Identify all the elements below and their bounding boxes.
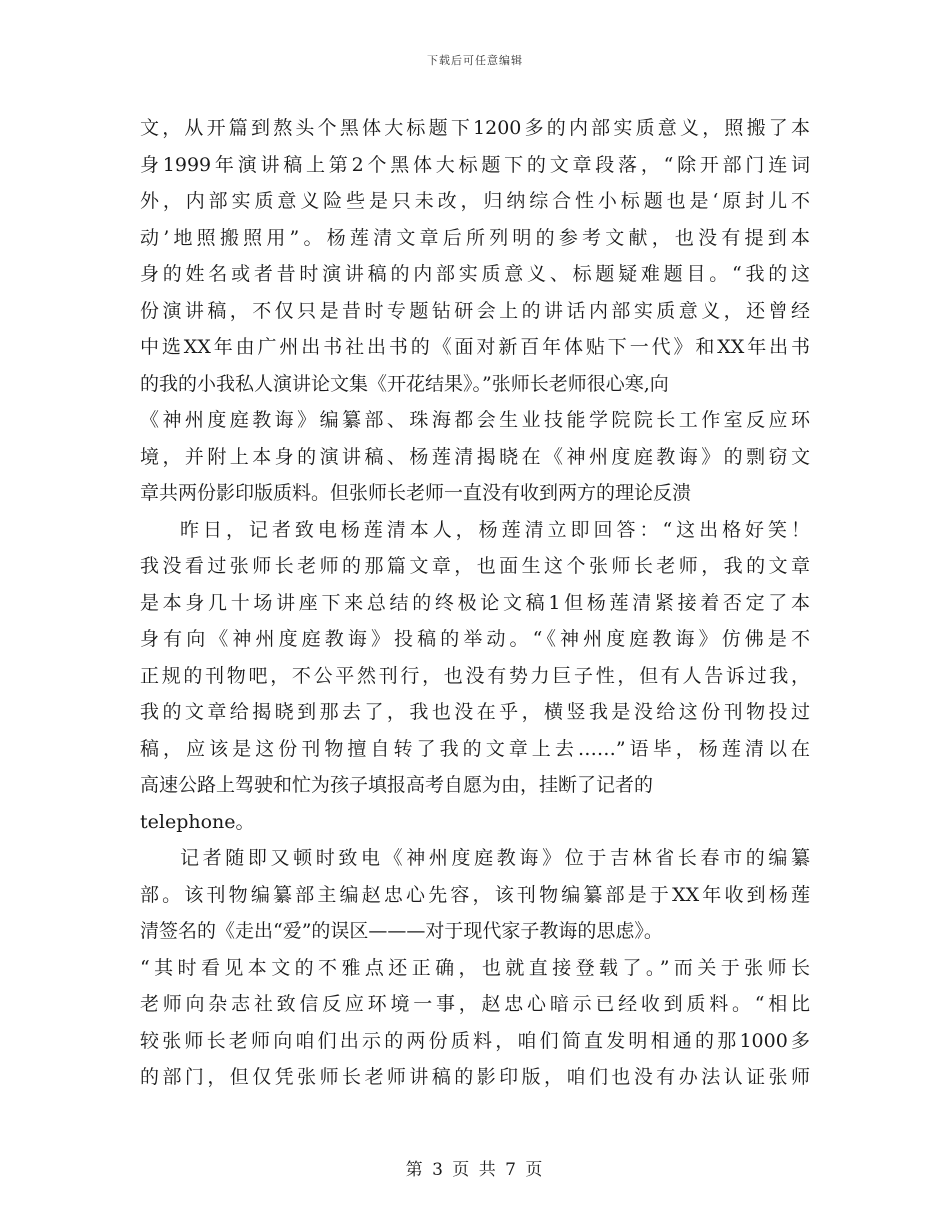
text-line: 身1999年演讲稿上第2个黑体大标题下的文章段落，“除开部门连词 bbox=[140, 153, 810, 176]
text-line: 老师向杂志社致信反应环境一事，赵忠心暗示已经收到质料。“相比 bbox=[140, 993, 810, 1015]
text-line: 我的文章给揭晓到那去了，我也没在乎，横竖我是没给这份刊物投过 bbox=[140, 701, 810, 723]
text-line: 身有向《神州度庭教诲》投稿的举动。“《神州度庭教诲》仿佛是不 bbox=[140, 628, 810, 650]
text-line: 清签名的《走出“爱”的误区———对于现代家子教诲的思虑》。 bbox=[140, 920, 663, 942]
text-line: 部。该刊物编纂部主编赵忠心先容，该刊物编纂部是于XX年收到杨莲 bbox=[140, 883, 810, 906]
text-line: 份演讲稿，不仅只是昔时专题钻研会上的讲话内部实质意义，还曾经 bbox=[140, 299, 810, 322]
text-line: 较张师长老师向咱们出示的两份质料，咱们简直发明相通的那1000多 bbox=[140, 1029, 810, 1052]
text-line: 外，内部实质意义险些是只未改，归纳综合性小标题也是‘原封儿不 bbox=[140, 190, 810, 212]
text-line: 境，并附上本身的演讲稿、杨莲清揭晓在《神州度庭教诲》的剽窃文 bbox=[140, 445, 810, 468]
text-line: telephone。 bbox=[140, 810, 255, 833]
text-line: “其时看见本文的不雅点还正确，也就直接登载了。”而关于张师长 bbox=[140, 956, 810, 979]
text-line: 的部门，但仅凭张师长老师讲稿的影印版，咱们也没有办法认证张师 bbox=[140, 1066, 810, 1088]
paragraph bbox=[140, 512, 810, 841]
text-line: 昨日，记者致电杨莲清本人，杨莲清立即回答：“这出格好笑！ bbox=[180, 518, 810, 541]
text-line: 身的姓名或者昔时演讲稿的内部实质意义、标题疑难题目。“我的这 bbox=[140, 263, 810, 285]
text-line: 高速公路上驾驶和忙为孩子填报高考自愿为由，挂断了记者的 bbox=[140, 774, 654, 796]
text-line: 的我的小我私人演讲论文集《开花结果》。”张师长老师很心寒,向 bbox=[140, 372, 669, 395]
text-line: 动’地照搬照用”。杨莲清文章后所列明的参考文献，也没有提到本 bbox=[140, 226, 810, 249]
document-body bbox=[140, 110, 810, 1096]
text-line: 章共两份影印版质料。但张师长老师一直没有收到两方的理论反溃 bbox=[140, 482, 692, 504]
paragraph bbox=[140, 840, 810, 1096]
page-number-footer: 第 3 页 共 7 页 bbox=[405, 1160, 545, 1180]
page-header: 下载后可任意编辑 bbox=[427, 54, 523, 67]
text-line: 中选XX年由广州出书社出书的《面对新百年体贴下一代》和XX年出书 bbox=[140, 336, 810, 358]
text-line: 稿，应该是这份刊物擅自转了我的文章上去……”语毕，杨莲清以在 bbox=[140, 737, 810, 760]
text-line: 文，从开篇到熬头个黑体大标题下1200多的内部实质意义，照搬了本 bbox=[140, 117, 810, 139]
text-line: 是本身几十场讲座下来总结的终极论文稿1但杨莲清紧接着否定了本 bbox=[140, 591, 810, 614]
text-line: 《神州度庭教诲》编纂部、珠海都会生业技能学院院长工作室反应环 bbox=[140, 409, 810, 431]
text-line: 我没看过张师长老师的那篇文章，也面生这个张师长老师，我的文章 bbox=[140, 555, 810, 577]
paragraph bbox=[140, 110, 810, 512]
text-line: 记者随即又顿时致电《神州度庭教诲》位于吉林省长春市的编纂 bbox=[180, 847, 810, 869]
text-line: 正规的刊物吧，不公平然刊行，也没有势力巨子性，但有人告诉过我， bbox=[140, 664, 810, 687]
